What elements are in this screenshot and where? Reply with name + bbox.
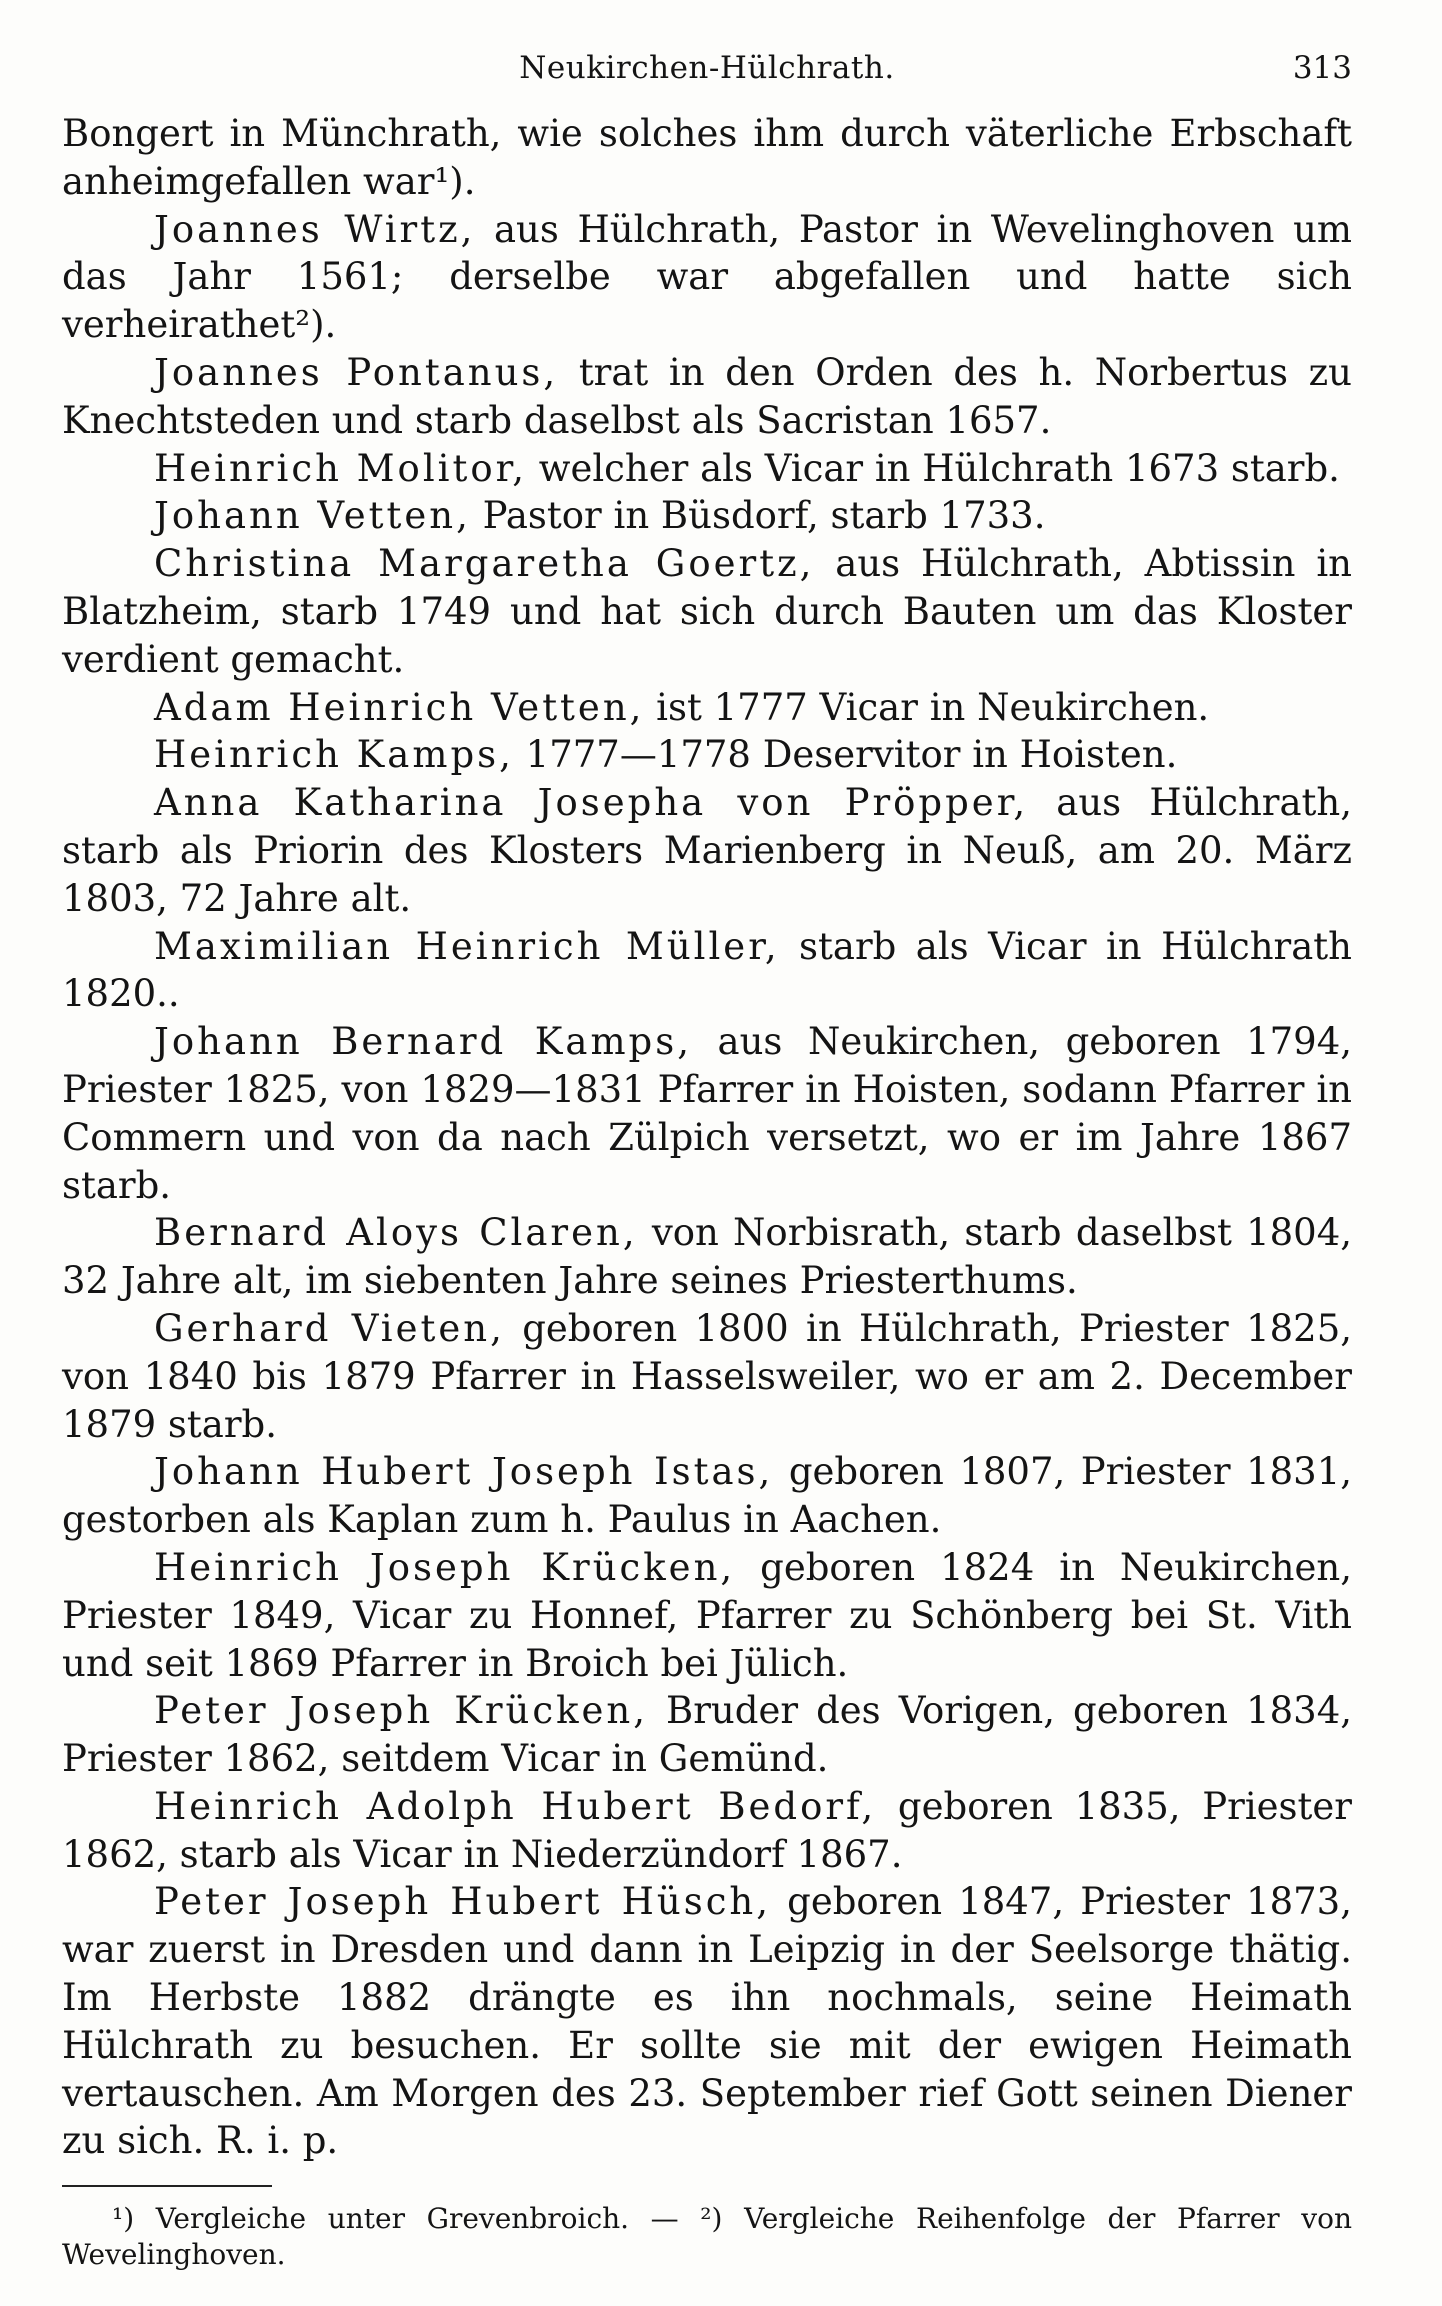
paragraph [62,1209,1352,1305]
paragraph-text: aus Hülchrath, Pastor in Wevelinghoven um das Jahr 1561; derselbe war abgefallen und hatte sich verheirathet²). [62,207,1353,347]
book-page [62,42,1352,2282]
person-name: Joannes Pontanus, [154,350,559,394]
person-name: Maximilian Heinrich Müller, [154,924,780,968]
paragraph [62,349,1352,445]
body-text [62,110,1352,2165]
paragraph-text: geboren 1807, Priester 1831, gestorben als Kaplan zum h. Paulus in Aachen. [62,1450,1352,1542]
paragraph [62,492,1352,540]
paragraph [62,1305,1352,1448]
paragraph [62,1878,1352,2165]
paragraph [62,110,1352,206]
person-name: Peter Joseph Hubert Hüsch, [154,1880,772,1924]
paragraph-text: aus Hülchrath, Abtissin in Blatzheim, starb 1749 und hat sich durch Bauten um das Kloster verdient gemacht. [62,542,1352,681]
paragraph [62,1448,1352,1544]
person-name: Johann Vetten, [154,494,471,538]
paragraph [62,206,1352,349]
paragraph-text: aus Neukirchen, geboren 1794, Priester 1825, von 1829—1831 Pfarrer in Hoisten, sodann Pfarrer in Commern und von da nach Zülpich versetzt, wo er im Jahre 1867 starb. [62,1020,1352,1207]
paragraph-text: aus Hülchrath, starb als Priorin des Klosters Marienberg in Neuß, am 20. März 1803, 72 Jahre alt. [62,781,1353,920]
paragraph-text: trat in den Orden des h. Norbertus zu Knechtsteden und starb daselbst als Sacristan 1657. [62,350,1353,442]
paragraph [62,1687,1352,1783]
paragraph [62,1783,1352,1879]
paragraph-text: geboren 1824 in Neukirchen, Priester 1849, Vicar zu Honnef, Pfarrer zu Schönberg bei St. Vith und seit 1869 Pfarrer in Broich bei Jülich. [62,1545,1352,1685]
paragraph [62,731,1352,779]
paragraph [62,445,1352,493]
paragraph [62,1018,1352,1209]
person-name: Heinrich Joseph Krücken, [154,1545,736,1589]
footnote-divider [62,2185,272,2187]
paragraph [62,923,1352,1019]
paragraph-text: von Norbisrath, starb daselbst 1804, 32 Jahre alt, im siebenten Jahre seines Priesterthums. [62,1211,1352,1303]
running-head-title: Neukirchen-Hülchrath. [519,50,895,86]
person-name: Heinrich Adolph Hubert Bedorf, [154,1784,877,1828]
person-name: Peter Joseph Krücken, [154,1689,648,1733]
paragraph-text: Bongert in Münchrath, wie solches ihm durch väterliche Erbschaft anheimgefallen war¹). [62,112,1352,203]
person-name: Heinrich Molitor, [154,446,528,490]
person-name: Anna Katharina Josepha von Pröpper, [154,781,1029,825]
page-number: 313 [1292,50,1352,86]
person-name: Joannes Wirtz, [154,207,476,251]
paragraph-text: 1777—1778 Deservitor in Hoisten. [513,733,1178,777]
person-name: Gerhard Vieten, [154,1306,505,1350]
paragraph [62,1544,1352,1687]
person-name: Heinrich Kamps, [154,733,514,777]
paragraph-text: geboren 1800 in Hülchrath, Priester 1825, von 1840 bis 1879 Pfarrer in Hasselsweiler, wo er am 2. December 1879 starb. [62,1306,1352,1446]
paragraph [62,540,1352,683]
person-name: Bernard Aloys Claren, [154,1211,638,1255]
paragraph-text: starb als Vicar in Hülchrath 1820.. [62,924,1352,1016]
paragraph-text: geboren 1847, Priester 1873, war zuerst in Dresden und dann in Leipzig in der Seelsorge thätig. Im Herbste 1882 drängte es ihn nochmals, seine Heimath Hülchrath zu besuchen. Er sollte sie mit der ewigen Heimath vertauschen. Am Morgen des 23. September rief Gott seinen Diener zu sich. R. i. p. [62,1880,1352,2163]
person-name: Johann Hubert Joseph Istas, [154,1450,774,1494]
paragraph-text: welcher als Vicar in Hülchrath 1673 starb. [527,446,1340,490]
paragraph-text: Bruder des Vorigen, geboren 1834, Priester 1862, seitdem Vicar in Gemünd. [62,1689,1352,1781]
person-name: Christina Margaretha Goertz, [154,542,815,586]
paragraph [62,684,1352,732]
paragraph-text: Pastor in Büsdorf, starb 1733. [470,494,1046,538]
person-name: Johann Bernard Kamps, [154,1020,692,1064]
paragraph-text: geboren 1835, Priester 1862, starb als Vicar in Niederzündorf 1867. [62,1784,1352,1876]
paragraph-text: ist 1777 Vicar in Neukirchen. [644,685,1210,729]
footnotes: ¹) Vergleiche unter Grevenbroich. — ²) Vergleiche Reihenfolge der Pfarrer von Wevelinghoven. [62,2202,1352,2272]
person-name: Adam Heinrich Vetten, [154,685,645,729]
running-head [62,42,1352,102]
paragraph [62,779,1352,922]
